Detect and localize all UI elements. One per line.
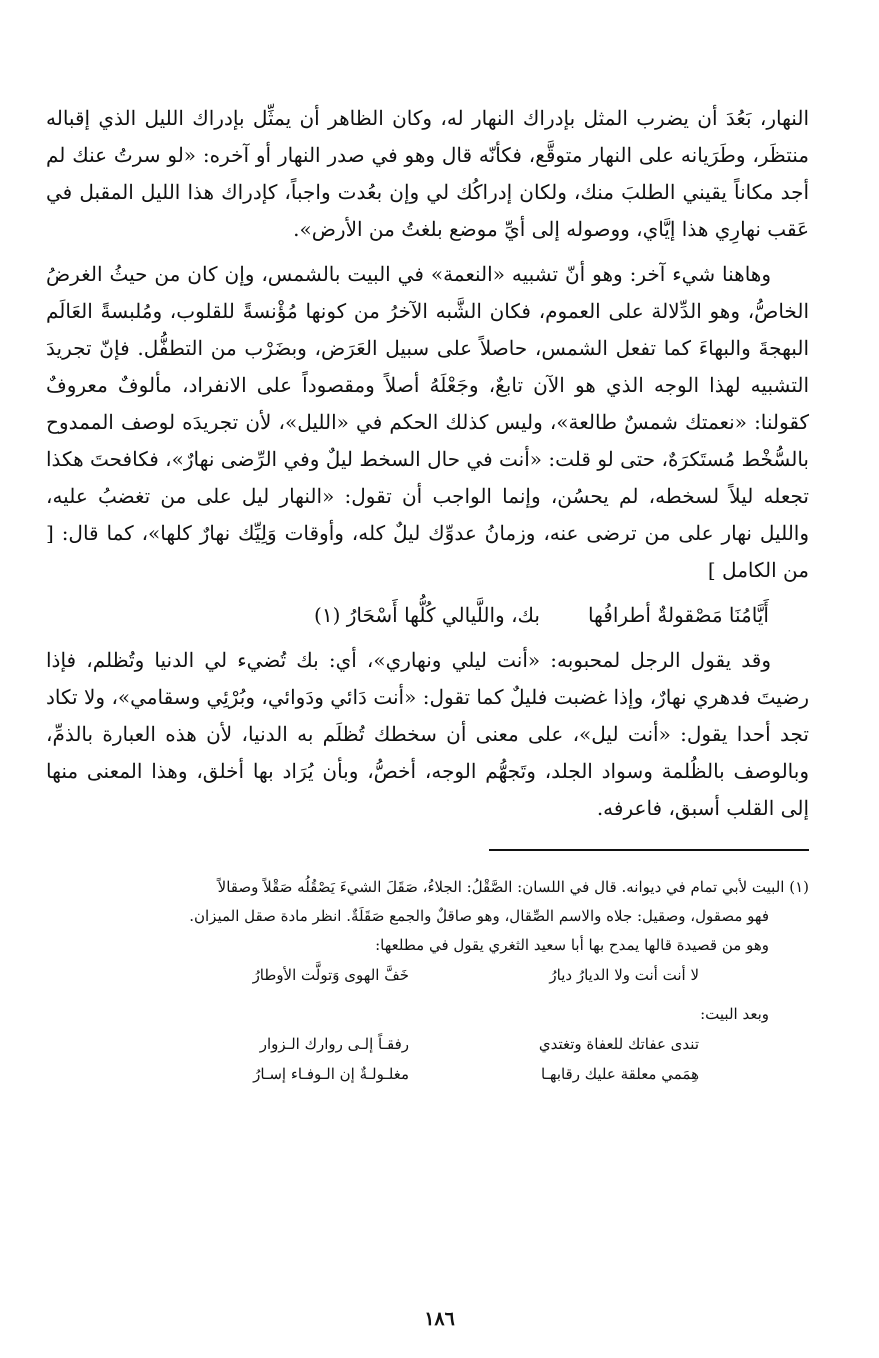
footnote-1-line-2: فهو مصقول، وصقيل: جلاه والاسم الصِّقال، وهو صاقلٌ والجمع صَقَلَةٌ. انظر مادة صقل الميزان. xyxy=(189,907,769,925)
footnotes xyxy=(46,873,809,1089)
footnote-verse-b-second: رفقـاً إلـى روارك الـزوار xyxy=(259,1035,409,1053)
paragraph-1: النهار، بَعُدَ أن يضرب المثل بإدراك النهار له، وكان الظاهر أن يمثِّل بإدراك الليل الذي إقباله منتظَر، وطَرَيانه على النهار متوقَّع، فكأنّه قال وهو في صدر النهار أو آخره: «لو سرتُ عنك لم أجد مكاناً يقيني الطلبَ منك، ولكان إدراكُك لي وإن بعُدت واجباً، كإدراك هذا الليل المقبل في عَقب نهارِي هذا إيَّاي، ووصوله إلى أيِّ موضع بلغتُ من الأرض». xyxy=(46,106,809,241)
paragraph-3: وقد يقول الرجل لمحبوبه: «أنت ليلي ونهاري»، أي: بك تُضيء لي الدنيا وتُظلم، فإذا رضيتَ فدهري نهارٌ، وإذا غضبت فليلٌ كما تقول: «أنت دَائي ودَوائي، وبُرْئِي وسقامي»، ولا تكاد تجد أحدا يقول: «أنت ليل»، على معنى أن سخطك تُظلَم به الدنيا، لأن هذه العبارة بالذمِّ، وبالوصف بالظُلمة وسواد الجلد، وتَجهُّم الوجه، أخصُّ، وبأن يُرَاد بها أخلق، وهذا المعنى منها إلى القلب أسبق، فاعرفه. xyxy=(46,648,809,820)
main-verse xyxy=(46,597,769,634)
verse-second-hemistich: بك، واللَّيالي كُلُّها أَسْحَارُ (١) xyxy=(314,603,540,627)
footnote-separator xyxy=(489,849,809,851)
footnote-verse-opening xyxy=(46,960,809,990)
footnote-verse-b-first: تندى عفاتك للعفاة وتغتدي xyxy=(538,1035,699,1053)
main-text xyxy=(46,100,809,827)
footnote-after-label: وبعد البيت: xyxy=(700,1005,769,1023)
footnote-1-line-1: (١) البيت لأبي تمام في ديوانه. قال في اللسان: الصَّقْلُ: الجلاءُ، صَقَلَ الشيءَ يَصْقُلُه صَقْلاً وصقالاً xyxy=(217,878,809,896)
paragraph-2: وهاهنا شيء آخر: وهو أنّ تشبيه «النعمة» في البيت بالشمس، وإن كان من حيثُ الغرضُ الخاصُّ، وهو الدِّلالة على العموم، فكان الشَّبه الآخرُ من كونها مُؤْنسةً للقلوب، ومُلبسةً العَالَم البهجةَ والبهاءَ كما تفعل الشمس، حاصلاً على سبيل العَرَض، وبضَرْب من التطفُّل. فإنّ تجريدَ التشبيه لهذا الوجه الذي هو الآن تابعٌ، وجَعْلَهُ أصلاً ومقصوداً على الانفراد، مألوفٌ معروفٌ كقولنا: «نعمتك شمسٌ طالعة»، وليس كذلك الحكم في «الليل»، لأن تجريدَه لوصف الممدوح بالسُّخْط مُستَكرَهٌ، حتى لو قلت: «أنت في حال السخط ليلٌ وفي الرِّضى نهارٌ»، فكافحتَ هكذا تجعله ليلاً لسخطه، لم يحسُن، وإنما الواجب أن تقول: «النهار ليل على من تغضبُ عليه، والليل نهار على من ترضى عنه، وزمانُ عدوِّك ليلٌ كله، وأوقات وَلِيِّك نهارٌ كلها»، كما قال: [ من الكامل ] xyxy=(46,262,809,582)
footnote-verse-c-first: هِمَمي معلقة عليك رقابهـا xyxy=(540,1065,699,1083)
footnote-1-line-3: وهو من قصيدة قالها يمدح بها أبا سعيد الثغري يقول في مطلعها: xyxy=(375,936,769,954)
verse-first-hemistich: أَيَّامُنَا مَصْقولةٌ أطرافُها xyxy=(587,603,769,627)
footnote-verse-a-first: لا أنت أنت ولا الديارُ ديارُ xyxy=(549,966,699,984)
footnote-verse-a-second: خَفَّ الهوى وَتولَّت الأوطارُ xyxy=(252,966,409,984)
footnote-verse-b xyxy=(46,1029,809,1059)
footnote-verse-c xyxy=(46,1059,809,1089)
footnote-verse-c-second: مغلـولـةٌ إن الـوفـاء إسـارُ xyxy=(253,1065,409,1083)
page-number: ١٨٦ xyxy=(424,1308,455,1330)
